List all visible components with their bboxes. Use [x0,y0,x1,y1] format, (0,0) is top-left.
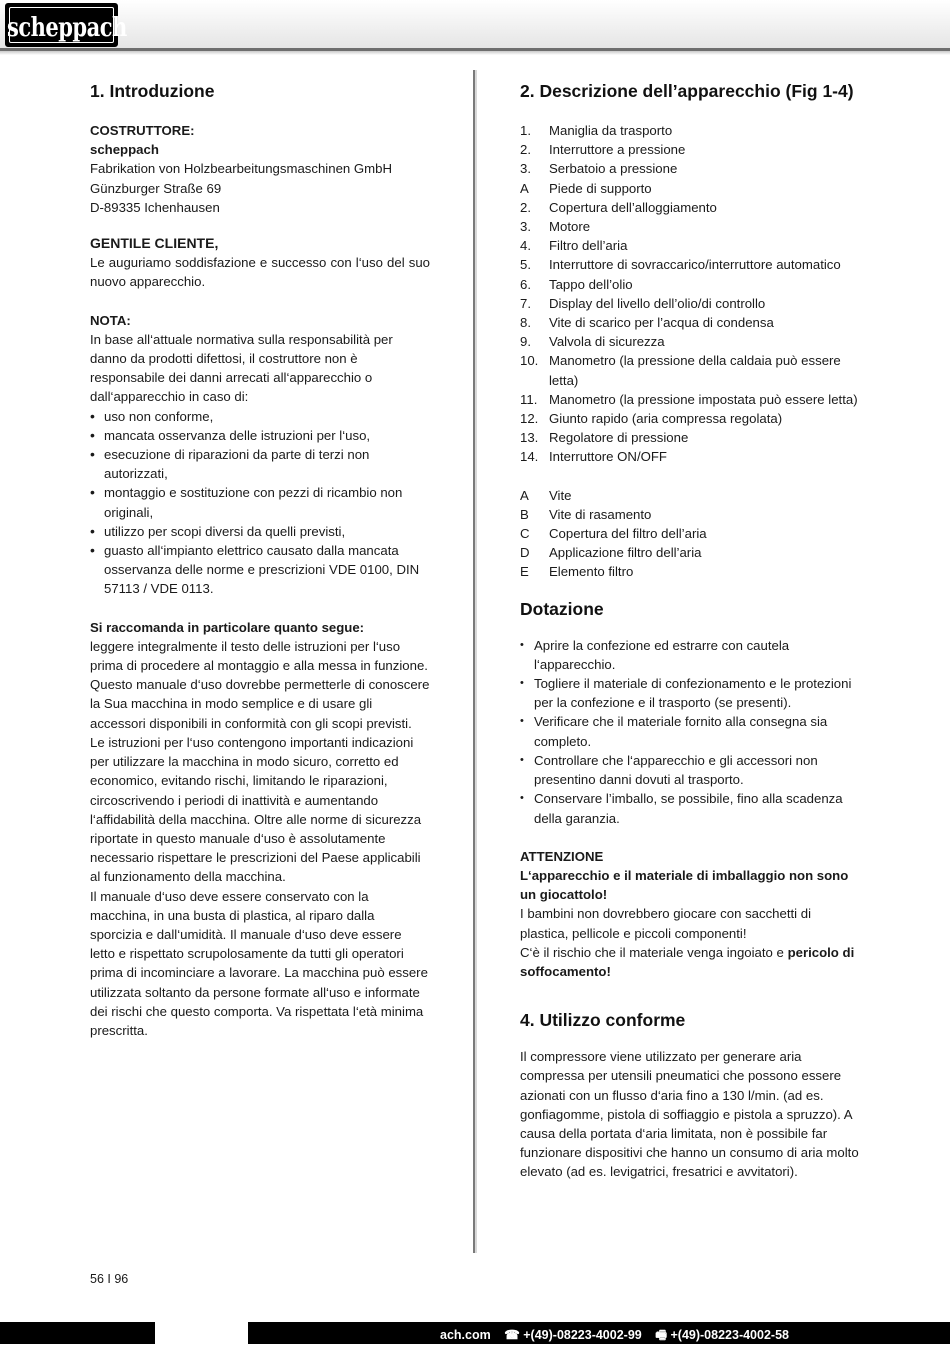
list-item [520,390,860,409]
item-letter: B [520,506,529,522]
list-item [520,313,860,332]
section-title-description: 2. Descrizione dell’apparecchio (Fig 1-4) [520,81,854,101]
left-column [90,80,430,1040]
address-line: Fabrikation von Holzbearbeitungsmaschinen GmbH [90,161,392,177]
item-text: Filtro dell’aria [549,238,628,254]
manufacturer-label: COSTRUTTORE: [90,123,195,138]
list-item [520,409,860,428]
list-item [520,543,860,562]
item-text: Regolatore di pressione [549,430,689,446]
greeting-heading: GENTILE CLIENTE, [90,235,219,252]
list-item [520,179,860,198]
item-text: Interruttore ON/OFF [549,449,667,465]
list-item: • uso non conforme, [90,407,430,426]
supply-list [520,636,860,828]
list-item [520,236,860,255]
item-letter: A [520,487,529,503]
item-text: Manometro (la pressione impostata può essere letta) [549,391,858,407]
item-text: Giunto rapido (aria compressa regolata) [549,411,783,427]
list-item [520,198,860,217]
list-item: • guasto all‘impianto elettrico causato dalla mancata osservanza delle norme e prescrizioni VDE 0100, DIN 57113 / VDE 0113. [90,541,430,599]
item-text: Valvola di sicurezza [549,334,665,350]
recommend-text: leggere integralmente il testo delle istruzioni per l‘uso prima di procedere al montaggio e alla messa in funzione. Questo manuale d‘uso dovrebbe permetterle di conoscere la Sua macchina in modo semplice e di usare gli accessori disponibili in conformità con gli scopi previsti. Le istruzioni per l‘uso contengono importanti indicazioni per utilizzare la macchina in modo sicuro, corretto ed economico, evitando rischi, limitando le riparazioni, circoscrivendo i periodi di inattività e aumentando l‘affidabilità della macchina. Oltre alle norme di sicurezza riportate in questo manuale d‘uso è assolutamente necessario rispettare le prescrizioni del Paese applicabili al funzionamento della macchina. [90,638,430,885]
item-text: Maniglia da trasporto [549,123,673,138]
section-title-intended-use: 4. Utilizzo conforme [520,1010,686,1031]
note-text: In base all‘attuale normativa sulla responsabilità per danno da prodotti difettosi, il costruttore non è responsabile dei danni arrecati all‘apparecchio o dall‘apparecchio in caso di: [90,331,393,405]
footer-contact [440,1326,799,1347]
attention-text: I bambini non dovrebbero giocare con sacchetti di plastica, pellicole e piccoli componenti! [520,906,812,941]
item-letter: D [520,545,530,561]
list-item [520,275,860,294]
item-text: Manometro (la pressione della caldaia può essere letta) [549,353,841,388]
item-number: 2. [520,142,531,158]
list-item [520,159,860,178]
item-number: 3. [520,219,531,235]
note-label: NOTA: [90,312,131,328]
right-column [520,80,860,1182]
item-text: Copertura dell’alloggiamento [549,199,717,215]
item-text: Copertura del filtro dell’aria [549,526,707,542]
footer-web: ach.com [440,1328,491,1342]
item-letter: E [520,564,529,580]
item-number: A [520,180,529,196]
list-item: • Controllare che l‘apparecchio e gli accessori non presentino danni dovuti al trasporto. [520,751,860,789]
list-item: • montaggio e sostituzione con pezzi di ricambio non originali, [90,483,430,521]
list-item [520,332,860,351]
list-item: • Aprire la confezione ed estrarre con cautela l‘apparecchio. [520,636,860,674]
item-letter: C [520,526,530,542]
list-item: • utilizzo per scopi diversi da quelli previsti, [90,522,430,541]
attention-warning: L‘apparecchio e il materiale di imballaggio non sono un giocattolo! [520,867,849,903]
footer-fax: 🖷 +(49)-08223-4002-58 [655,1328,789,1342]
list-item [520,294,860,313]
item-number: 7. [520,295,531,311]
item-text: Applicazione filtro dell’aria [549,545,702,561]
list-item [520,255,860,274]
item-text: Piede di supporto [549,180,652,196]
list-item: • Togliere il materiale di confezionamento e le protezioni per la confezione e il trasporto (se presenti). [520,674,860,712]
recommend-label: Si raccomanda in particolare quanto segue: [90,619,365,635]
item-number: 11. [520,391,538,407]
item-number: 3. [520,161,531,177]
note-list [90,407,430,599]
attention-text-plain: C‘è il rischio che il materiale venga ingoiato e [520,944,788,960]
item-text: Vite [549,487,572,503]
list-item [520,217,860,236]
column-divider-shadow [475,70,477,1253]
item-text: Vite di scarico per l’acqua di condensa [549,315,774,331]
attention-label: ATTENZIONE [520,848,604,864]
header-shadow [0,51,950,55]
list-item: • Verificare che il materiale fornito alla consegna sia completo. [520,712,860,750]
scheppach-logo [5,3,127,47]
item-number: 5. [520,257,531,273]
item-number: 1. [520,123,531,138]
list-item [520,505,860,524]
item-number: 4. [520,238,531,254]
footer-gap [155,1322,248,1344]
item-number: 12. [520,411,539,427]
item-text: Interruttore di sovraccarico/interruttore automatico [549,257,841,273]
item-text: Elemento filtro [549,564,634,580]
list-item [520,351,860,389]
item-text: Display del livello dell’olio/di controllo [549,295,766,311]
manufacturer-name: scheppach [90,142,159,158]
recommend-text-2: Il manuale d‘uso deve essere conservato con la macchina, in una busta di plastica, al riparo dalla sporcizia e dall‘umidità. Il manuale d‘uso deve essere letto e rispettato scrupolosamente da tutti gli operatori prima di incominciare a lavorare. La macchina può essere utilizzata soltanto da persone formate all‘uso e informate dei rischi che questo comporta. Va rispettata l‘età minima prescritta. [90,888,428,1038]
item-text: Interruttore a pressione [549,142,686,158]
list-item [520,447,860,466]
list-item [520,140,860,159]
section-title-introduction: 1. Introduzione [90,81,215,101]
list-item [520,562,860,581]
list-item [520,486,860,505]
list-item: • mancata osservanza delle istruzioni per l‘uso, [90,426,430,445]
list-item [520,121,860,140]
parts-list [520,121,860,467]
intended-use-text: Il compressore viene utilizzato per generare aria compressa per utensili pneumatici che possono essere azionati con un flusso d‘aria fino a 130 l/min. (ad es. gonfiagomme, pistola di soffiaggio e pistola a spruzzo). A causa della portata d‘aria limitata, non è possibile far funzionare dispositivi che hanno un consumo di aria molto elevato (ad es. levigatrici, fresatrici e avvitatori). [520,1049,859,1180]
parts-letter-list [520,486,860,582]
attention-text-2 [520,943,860,981]
page-header [0,0,950,50]
section-title-supply: Dotazione [520,598,604,619]
footer-phone: ☎ +(49)-08223-4002-99 [504,1328,642,1342]
address-line: Günzburger Straße 69 [90,180,222,196]
address-line: D-89335 Ichenhausen [90,199,220,215]
item-text: Vite di rasamento [549,506,652,522]
item-text: Motore [549,219,591,235]
attention-text-bold: pericolo di soffocamento! [520,944,855,979]
list-item [520,428,860,447]
list-item [520,524,860,543]
greeting-text: Le auguriamo soddisfazione e successo con l‘uso del suo nuovo apparecchio. [90,255,430,290]
item-number: 13. [520,430,539,446]
logo-text: scheppach [7,11,127,43]
item-number: 8. [520,315,531,331]
item-number: 10. [520,353,539,369]
page-number: 56 I 96 [90,1272,129,1286]
item-text: Tappo dell’olio [549,276,633,292]
item-number: 6. [520,276,531,292]
item-number: 2. [520,199,531,215]
item-number: 14. [520,449,539,465]
list-item: • Conservare l’imballo, se possibile, fino alla scadenza della garanzia. [520,789,860,827]
item-text: Serbatoio a pressione [549,161,678,177]
item-number: 9. [520,334,531,350]
list-item: • esecuzione di riparazioni da parte di terzi non autorizzati, [90,445,430,483]
